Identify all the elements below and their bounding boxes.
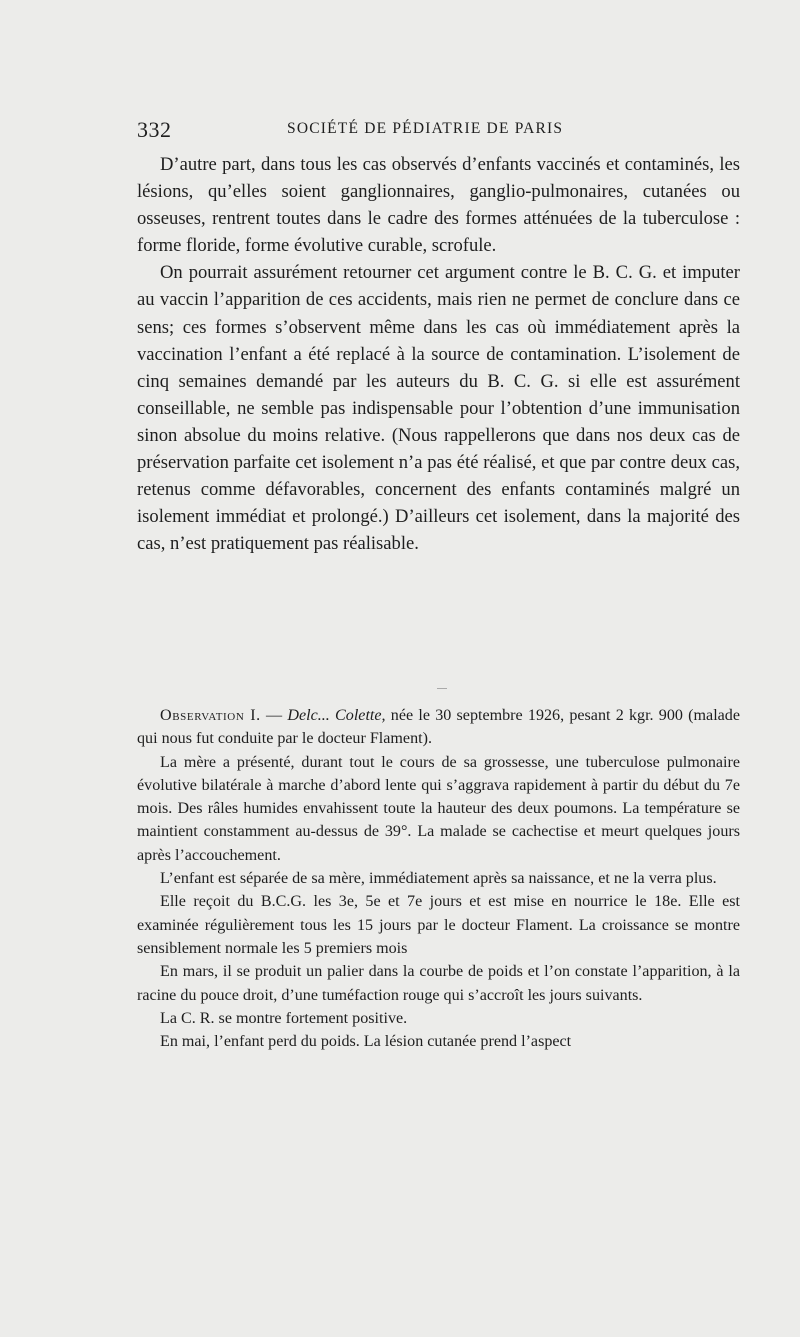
observation-section xyxy=(137,704,740,1053)
observation-paragraph-5: En mars, il se produit un palier dans la courbe de poids et l’on constate l’apparition, à la racine du pouce droit, d’une tuméfaction rouge qui s’accroît les jours suivants. xyxy=(137,963,740,1004)
observation-intro xyxy=(137,704,740,751)
running-title: SOCIÉTÉ DE PÉDIATRIE DE PARIS xyxy=(287,120,564,137)
section-separator xyxy=(437,688,447,689)
observation-paragraph-2: La mère a présenté, durant tout le cours de sa grossesse, une tuberculose pulmonaire évolutive bilatérale à marche d’abord lente qui s’aggrava rapidement à partir du début du 7e mois. Des râles humides envahissent toute la hauteur des deux poumons. La température se maintient constamment au-dessus de 39°. La malade se cachectise et meurt quelques jours après l’accouchement. xyxy=(137,753,740,864)
page-header xyxy=(137,117,740,141)
observation-label: Observation I. xyxy=(160,707,261,724)
observation-patient: Delc... Colette, xyxy=(287,707,386,724)
page-number: 332 xyxy=(137,117,172,142)
observation-intro-rest: née le 30 septembre 1926, pesant 2 kgr. 900 (malade qui nous fut conduite par le docteur Flament). xyxy=(137,707,740,748)
observation-paragraph-7: En mai, l’enfant perd du poids. La lésion cutanée prend l’aspect xyxy=(160,1033,572,1051)
paragraph-2: On pourrait assurément retourner cet argument contre le B. C. G. et imputer au vaccin l’apparition de ces accidents, mais rien ne permet de conclure dans ce sens; ces formes s’observent même dans les cas où immédiatement après la vaccination l’enfant a été replacé à la source de contamination. L’isolement de cinq semaines demandé par les auteurs du B. C. G. si elle est assurément conseillable, ne semble pas indispensable pour l’obtention d’une immunisation sinon absolue du moins relative. (Nous rappellerons que dans nos deux cas de préservation parfaite cet isolement n’a pas été réalisé, et que par contre deux cas, retenus comme défavorables, concernent des enfants contaminés malgré un isolement immédiat et prolongé.) D’ailleurs cet isolement, dans la majorité des cas, n’est pratiquement pas réalisable. xyxy=(137,262,740,555)
observation-dash: — xyxy=(260,707,288,724)
observation-paragraph-4: Elle reçoit du B.C.G. les 3e, 5e et 7e jours et est mise en nourrice le 18e. Elle est examinée régulièrement tous les 15 jours par le docteur Flament. La croissance se montre sensiblement normale les 5 premiers mois xyxy=(137,893,740,957)
observation-paragraph-6: La C. R. se montre fortement positive. xyxy=(160,1009,408,1027)
main-text xyxy=(137,151,740,557)
paragraph-1: D’autre part, dans tous les cas observés d’enfants vaccinés et contaminés, les lésions, qu’elles soient ganglionnaires, ganglio-pulmonaires, cutanées ou osseuses, rentrent toutes dans le cadre des formes atténuées de la tuberculose : forme floride, forme évolutive curable, scrofule. xyxy=(137,154,740,257)
observation-paragraph-3: L’enfant est séparée de sa mère, immédiatement après sa naissance, et ne la verra plus. xyxy=(160,870,717,888)
